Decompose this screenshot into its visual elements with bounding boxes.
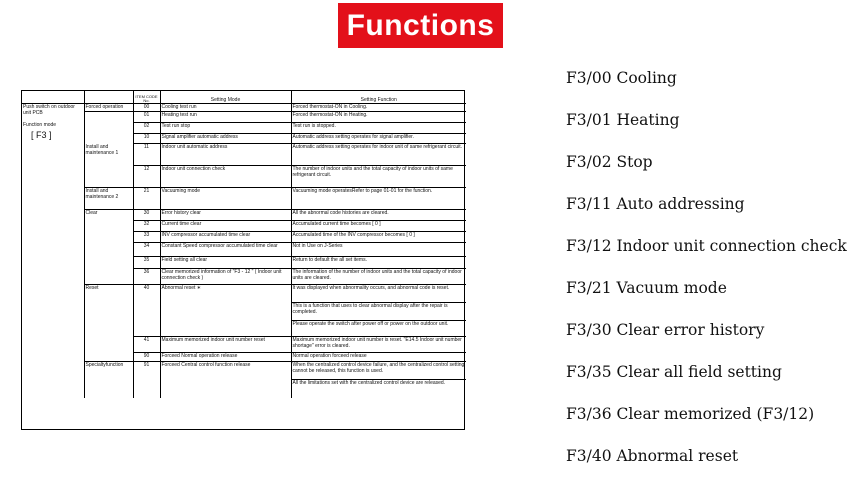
function-cell: It was displayed when abnormality occurs, and abnormal code is reset. [291,285,466,303]
function-cell: This is a function that uses to clear abnormal display after the repair is completed. [291,303,466,321]
header-setting-function: Setting Function [291,91,466,104]
function-cell: The information of the number of indoor units and the total capacity of indoor units are cleared. [291,269,466,285]
function-cell: Return to default the all set items. [291,257,466,269]
function-cell: When the centralized control device failure, and the centralized control setting cannot be released, this function is used. [291,362,466,380]
mode-cell: Signal amplifier automatic address [160,134,291,144]
mode-cell: Vacuuming mode [160,188,291,210]
code-cell: 91 [133,362,160,380]
mode-cell [160,303,291,321]
function-cell: The number of indoor units and the total capacity of indoor units of same refrigerant circuit. [291,166,466,188]
code-cell [133,303,160,321]
code-cell [133,321,160,337]
mode-cell: Test run stop [160,123,291,134]
mode-cell [160,380,291,398]
function-cell: Automatic address setting operates for signal amplifier. [291,134,466,144]
function-cell: Normal operation forceed release [291,353,466,362]
function-cell: Not in Use on J-Series [291,243,466,257]
function-cell: Accumulated current time becomes [ 0 ] [291,221,466,232]
code-cell: 12 [133,166,160,188]
mode-cell: Indoor unit automatic address [160,144,291,166]
side-label-cell [22,104,84,398]
mode-cell: Constant Speed compressor accumulated time clear [160,243,291,257]
mode-cell: Maximum memorized indoor unit number reset [160,337,291,353]
group-special: Specialtyfunction [84,362,133,398]
group-clear: Clear [84,210,133,285]
mode-cell: Clear memorized information of "F3 - 12 " ( Indoor unit connection check ) [160,269,291,285]
f3-label: [ F3 ] [31,130,52,140]
code-cell: 35 [133,257,160,269]
function-cell: Test run is stopped. [291,123,466,134]
function-cell: Forced thermostat-ON in Cooling. [291,104,466,112]
list-item: F3/36 Clear memorized (F3/12) [566,405,815,423]
list-item: F3/00 Cooling [566,69,677,87]
function-cell: All the limitations set with the centralized control device are released. [291,380,466,398]
page-title: Functions [346,8,495,42]
list-item: F3/02 Stop [566,153,653,171]
code-cell: 10 [133,134,160,144]
mode-cell: Abnormal reset ∗ [160,285,291,303]
list-item: F3/11 Auto addressing [566,195,745,213]
group-install2: Install and maintenance 2 [84,188,133,210]
mode-cell: Forceed Normal operation release [160,353,291,362]
mode-cell: Indoor unit connection check [160,166,291,188]
list-item: F3/35 Clear all field setting [566,363,782,381]
code-cell: 00 [133,104,160,112]
code-cell: 33 [133,232,160,243]
function-cell: Accumulated time of the INV compressor becomes [ 0 ] [291,232,466,243]
mode-cell: Field setting all clear [160,257,291,269]
group-forced: Forced operation [84,104,133,112]
function-cell: Automatic address setting operates for indoor unit of same refrigerant circuit. [291,144,466,166]
list-item: F3/30 Clear error history [566,321,765,339]
mode-cell: Heating test run [160,112,291,123]
header-item-code: ITEM CODE No. [133,91,160,104]
mode-cell: Error history clear [160,210,291,221]
function-table-image [21,90,465,430]
group-reset: Reset [84,285,133,362]
mode-cell: Current time clear [160,221,291,232]
function-cell: All the abnormal code histories are cleared. [291,210,466,221]
list-item: F3/21 Vacuum mode [566,279,727,297]
function-cell: Maximum memorized indoor unit number is reset. "E14.5 Indoor unit number shortage" error is cleared. [291,337,466,353]
code-cell: 11 [133,144,160,166]
list-item: F3/40 Abnormal reset [566,447,739,465]
code-cell: 01 [133,112,160,123]
title-banner [338,3,503,48]
list-item: F3/01 Heating [566,111,680,129]
mode-cell: Forceed Central control function release [160,362,291,380]
side-label: Push switch on outdoor unit PCB [23,104,75,116]
function-cell: Vacuuming mode operatesRefer to page 01-01 for the function. [291,188,466,210]
code-cell: 21 [133,188,160,210]
functions-list [566,66,847,486]
mode-cell: INV compressor accumulated time clear [160,232,291,243]
code-cell: 36 [133,269,160,285]
code-cell: 90 [133,353,160,362]
mode-cell: Cooling test run [160,104,291,112]
code-cell: 30 [133,210,160,221]
function-cell: Please operate the switch after power off or power on the outdoor unit. [291,321,466,337]
function-table [22,91,466,398]
code-cell [133,380,160,398]
group-install1: Install and maintenance 1 [84,112,133,188]
code-cell: 02 [133,123,160,134]
code-cell: 32 [133,221,160,232]
header-setting-mode: Setting Mode [160,91,291,104]
code-cell: 34 [133,243,160,257]
function-cell: Forced thermostat-ON in Heating. [291,112,466,123]
list-item: F3/12 Indoor unit connection check [566,237,847,255]
code-cell: 40 [133,285,160,303]
code-cell: 41 [133,337,160,353]
mode-cell [160,321,291,337]
function-mode-label: Function mode [23,122,57,128]
